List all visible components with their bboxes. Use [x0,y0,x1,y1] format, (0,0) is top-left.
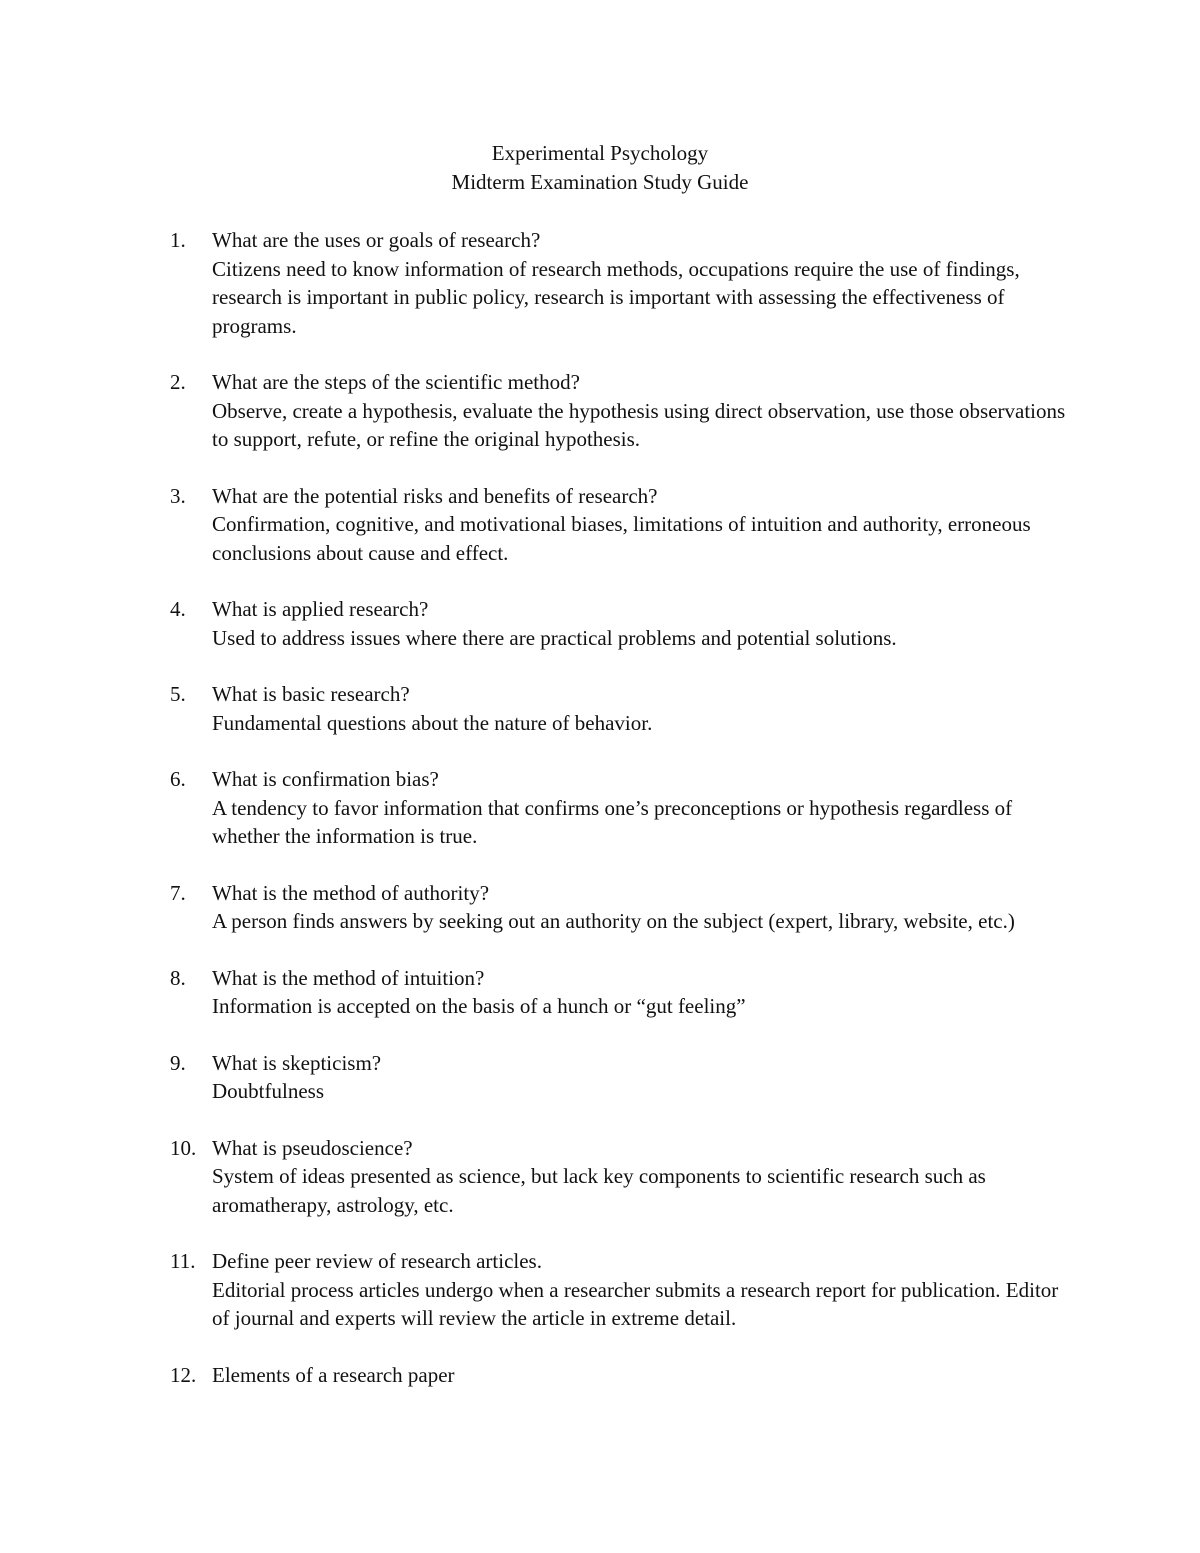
question-list [170,226,1070,1417]
question-text: What is applied research? [212,597,429,621]
list-item [170,964,1070,1021]
list-item [170,1049,1070,1106]
answer-text: Citizens need to know information of research methods, occupations require the use of findings, research is important in public policy, research is important with assessing the effectiveness of programs. [212,256,1020,338]
answer-text: Confirmation, cognitive, and motivational biases, limitations of intuition and authority, erroneous conclusions about cause and effect. [212,512,1031,565]
item-number: 2. [170,370,186,394]
item-number: 3. [170,483,186,508]
list-item [170,765,1070,851]
item-number: 9. [170,1050,186,1075]
list-item [170,1247,1070,1333]
answer-text: Fundamental questions about the nature of behavior. [212,710,653,735]
item-number: 7. [170,880,186,905]
question-text: What is pseudoscience? [212,1135,413,1160]
list-item [170,680,1070,737]
answer-text: A person finds answers by seeking out an authority on the subject (expert, library, website, etc.) [212,909,1015,933]
item-number: 10. [170,1135,197,1160]
title-block [0,139,1200,196]
answer-text: System of ideas presented as science, but lack key components to scientific research such as aromatherapy, astrology, etc. [212,1164,986,1217]
item-number: 1. [170,228,186,252]
question-text: What is the method of intuition? [212,965,485,990]
document-title: Experimental Psychology [491,141,709,165]
answer-text: Editorial process articles undergo when a researcher submits a research report for publication. Editor of journal and experts will review the article in extreme detail. [212,1277,1059,1330]
list-item [170,482,1070,568]
question-text: What is the method of authority? [212,880,490,905]
question-text: What are the uses or goals of research? [212,228,541,252]
answer-text: A tendency to favor information that confirms one’s preconceptions or hypothesis regardless of whether the information is true. [212,795,1013,848]
list-item [170,1134,1070,1220]
item-number: 6. [170,767,186,791]
item-number: 8. [170,965,186,990]
answer-text: Observe, create a hypothesis, evaluate the hypothesis using direct observation, use those observations to support, refute, or refine the original hypothesis. [212,398,1066,451]
item-number: 4. [170,597,186,621]
list-item [170,226,1070,340]
question-text: Elements of a research paper [212,1362,455,1387]
question-text: What are the steps of the scientific method? [212,370,580,394]
list-item [170,1361,1070,1390]
question-text: What is skepticism? [212,1050,382,1075]
document-subtitle: Midterm Examination Study Guide [451,169,749,194]
question-text: Define peer review of research articles. [212,1249,542,1273]
question-text: What are the potential risks and benefits of research? [212,483,658,508]
answer-text: Used to address issues where there are practical problems and potential solutions. [212,625,897,650]
item-number: 12. [170,1362,197,1387]
item-number: 11. [170,1249,196,1273]
question-text: What is basic research? [212,682,410,706]
question-text: What is confirmation bias? [212,767,439,791]
answer-text: Doubtfulness [212,1079,324,1103]
item-number: 5. [170,682,186,706]
list-item [170,879,1070,936]
list-item [170,595,1070,652]
list-item [170,368,1070,454]
answer-text: Information is accepted on the basis of a hunch or “gut feeling” [212,994,746,1018]
